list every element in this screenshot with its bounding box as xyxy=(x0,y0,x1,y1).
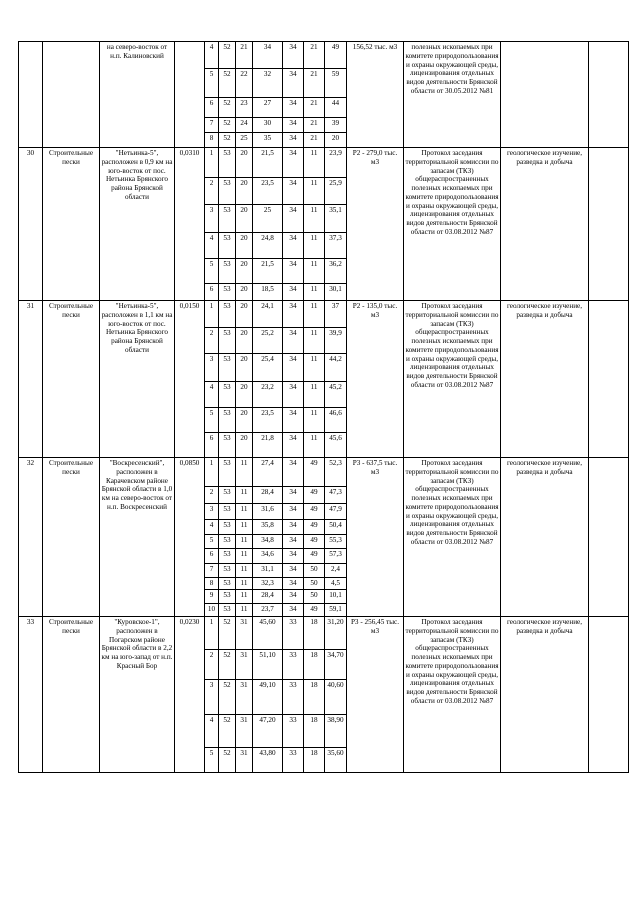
latitude-degrees: 53 xyxy=(219,233,236,259)
latitude-degrees: 52 xyxy=(219,98,236,118)
latitude-seconds: 47,20 xyxy=(253,715,283,748)
latitude-minutes: 11 xyxy=(236,535,253,549)
usage-purpose: геологическое изучение, разведка и добыча xyxy=(501,458,589,617)
latitude-seconds: 28,4 xyxy=(253,487,283,504)
point-number: 1 xyxy=(205,458,219,487)
latitude-degrees: 53 xyxy=(219,458,236,487)
longitude-minutes: 49 xyxy=(304,458,325,487)
longitude-minutes: 11 xyxy=(304,233,325,259)
point-number: 2 xyxy=(205,178,219,205)
site-area: 0,0850 xyxy=(175,458,205,617)
point-number: 10 xyxy=(205,604,219,617)
longitude-degrees: 34 xyxy=(283,408,304,433)
latitude-seconds: 23,7 xyxy=(253,604,283,617)
longitude-seconds: 36,2 xyxy=(325,259,347,284)
latitude-minutes: 31 xyxy=(236,650,253,680)
longitude-minutes: 11 xyxy=(304,382,325,408)
latitude-degrees: 53 xyxy=(219,328,236,354)
entry-number: 33 xyxy=(19,617,43,773)
latitude-degrees: 53 xyxy=(219,205,236,233)
site-area: 0,0150 xyxy=(175,301,205,458)
longitude-degrees: 34 xyxy=(283,42,304,69)
longitude-seconds: 39,9 xyxy=(325,328,347,354)
approval-protocol: Протокол заседания территориальной комиссии по запасам (ТКЗ) общераспространенных полезных ископаемых при комитете природопользования и охраны окружающей среды, лицензирования отдельных видов деятельности Брянской области от 03.08.2012 №87 xyxy=(404,458,501,617)
latitude-degrees: 53 xyxy=(219,535,236,549)
site-area xyxy=(175,42,205,148)
point-number: 5 xyxy=(205,259,219,284)
resource-estimate: P3 - 256,45 тыс. м3 xyxy=(347,617,404,773)
longitude-minutes: 11 xyxy=(304,205,325,233)
longitude-seconds: 37,3 xyxy=(325,233,347,259)
latitude-minutes: 20 xyxy=(236,233,253,259)
latitude-degrees: 53 xyxy=(219,520,236,535)
point-number: 5 xyxy=(205,408,219,433)
longitude-seconds: 23,9 xyxy=(325,148,347,178)
longitude-minutes: 18 xyxy=(304,715,325,748)
latitude-degrees: 53 xyxy=(219,301,236,328)
latitude-seconds: 18,5 xyxy=(253,284,283,301)
longitude-degrees: 34 xyxy=(283,148,304,178)
site-area: 0,0310 xyxy=(175,148,205,301)
longitude-minutes: 49 xyxy=(304,520,325,535)
table-row xyxy=(19,301,629,328)
longitude-seconds: 34,70 xyxy=(325,650,347,680)
spare-cell xyxy=(589,148,629,301)
longitude-seconds: 37 xyxy=(325,301,347,328)
longitude-degrees: 34 xyxy=(283,205,304,233)
latitude-minutes: 20 xyxy=(236,259,253,284)
latitude-seconds: 45,60 xyxy=(253,617,283,650)
approval-protocol: Протокол заседания территориальной комиссии по запасам (ТКЗ) общераспространенных полезных ископаемых при комитете природопользования и охраны окружающей среды, лицензирования отдельных видов деятельности Брянской области от 03.08.2012 №87 xyxy=(404,301,501,458)
longitude-degrees: 33 xyxy=(283,680,304,715)
latitude-seconds: 49,10 xyxy=(253,680,283,715)
point-number: 2 xyxy=(205,650,219,680)
longitude-degrees: 34 xyxy=(283,69,304,98)
point-number: 8 xyxy=(205,578,219,590)
latitude-minutes: 20 xyxy=(236,148,253,178)
latitude-degrees: 53 xyxy=(219,408,236,433)
point-number: 7 xyxy=(205,118,219,133)
longitude-seconds: 40,60 xyxy=(325,680,347,715)
approval-protocol: Протокол заседания территориальной комиссии по запасам (ТКЗ) общераспространенных полезных ископаемых при комитете природопользования и охраны окружающей среды, лицензирования отдельных видов деятельности Брянской области от 03.08.2012 №87 xyxy=(404,148,501,301)
longitude-degrees: 34 xyxy=(283,549,304,564)
longitude-minutes: 11 xyxy=(304,408,325,433)
site-location: "Куровское-1", расположен в Погарском районе Брянской области в 2,2 км на юго-запад от н.п. Красный Бор xyxy=(100,617,175,773)
latitude-minutes: 11 xyxy=(236,564,253,578)
latitude-seconds: 24,1 xyxy=(253,301,283,328)
longitude-seconds: 44 xyxy=(325,98,347,118)
longitude-seconds: 39 xyxy=(325,118,347,133)
latitude-seconds: 25 xyxy=(253,205,283,233)
longitude-minutes: 21 xyxy=(304,42,325,69)
site-location: "Нетьинка-5", расположен в 0,9 км на юго-восток от пос. Нетьинка Брянского района Брянской области xyxy=(100,148,175,301)
latitude-seconds: 43,80 xyxy=(253,748,283,773)
longitude-degrees: 34 xyxy=(283,504,304,520)
longitude-minutes: 21 xyxy=(304,98,325,118)
latitude-minutes: 24 xyxy=(236,118,253,133)
longitude-minutes: 49 xyxy=(304,604,325,617)
latitude-degrees: 53 xyxy=(219,564,236,578)
latitude-seconds: 35,8 xyxy=(253,520,283,535)
longitude-degrees: 34 xyxy=(283,118,304,133)
entry-number: 31 xyxy=(19,301,43,458)
spare-cell xyxy=(589,617,629,773)
usage-purpose xyxy=(501,42,589,148)
entry-number xyxy=(19,42,43,148)
longitude-seconds: 4,5 xyxy=(325,578,347,590)
longitude-minutes: 11 xyxy=(304,148,325,178)
mineral-type: Строительные пески xyxy=(43,458,100,617)
longitude-seconds: 52,3 xyxy=(325,458,347,487)
point-number: 2 xyxy=(205,487,219,504)
longitude-seconds: 10,1 xyxy=(325,590,347,604)
latitude-minutes: 20 xyxy=(236,433,253,458)
latitude-degrees: 53 xyxy=(219,590,236,604)
longitude-degrees: 34 xyxy=(283,458,304,487)
latitude-seconds: 21,8 xyxy=(253,433,283,458)
resource-estimate: P2 - 135,0 тыс. м3 xyxy=(347,301,404,458)
point-number: 6 xyxy=(205,549,219,564)
longitude-degrees: 34 xyxy=(283,604,304,617)
latitude-seconds: 23,2 xyxy=(253,382,283,408)
latitude-seconds: 27 xyxy=(253,98,283,118)
latitude-seconds: 34 xyxy=(253,42,283,69)
latitude-degrees: 53 xyxy=(219,604,236,617)
longitude-minutes: 50 xyxy=(304,590,325,604)
latitude-seconds: 28,4 xyxy=(253,590,283,604)
mineral-type: Строительные пески xyxy=(43,617,100,773)
longitude-minutes: 21 xyxy=(304,133,325,148)
mineral-type: Строительные пески xyxy=(43,301,100,458)
point-number: 3 xyxy=(205,504,219,520)
mineral-type xyxy=(43,42,100,148)
latitude-minutes: 20 xyxy=(236,382,253,408)
entry-number: 32 xyxy=(19,458,43,617)
latitude-degrees: 53 xyxy=(219,504,236,520)
longitude-degrees: 34 xyxy=(283,564,304,578)
point-number: 1 xyxy=(205,301,219,328)
latitude-minutes: 11 xyxy=(236,590,253,604)
longitude-seconds: 47,3 xyxy=(325,487,347,504)
point-number: 6 xyxy=(205,98,219,118)
spare-cell xyxy=(589,458,629,617)
latitude-seconds: 21,5 xyxy=(253,148,283,178)
latitude-degrees: 52 xyxy=(219,42,236,69)
latitude-minutes: 20 xyxy=(236,205,253,233)
longitude-minutes: 49 xyxy=(304,549,325,564)
point-number: 4 xyxy=(205,715,219,748)
longitude-minutes: 18 xyxy=(304,617,325,650)
point-number: 4 xyxy=(205,520,219,535)
longitude-minutes: 11 xyxy=(304,433,325,458)
latitude-minutes: 31 xyxy=(236,617,253,650)
longitude-minutes: 50 xyxy=(304,564,325,578)
latitude-degrees: 52 xyxy=(219,617,236,650)
latitude-minutes: 20 xyxy=(236,408,253,433)
site-location: "Воскресенский", расположен в Карачевском районе Брянской области в 1,0 км на северо-восток от н.п. Воскресенский xyxy=(100,458,175,617)
longitude-minutes: 11 xyxy=(304,328,325,354)
longitude-minutes: 11 xyxy=(304,259,325,284)
latitude-minutes: 20 xyxy=(236,328,253,354)
longitude-degrees: 34 xyxy=(283,301,304,328)
point-number: 9 xyxy=(205,590,219,604)
latitude-degrees: 53 xyxy=(219,487,236,504)
latitude-degrees: 52 xyxy=(219,69,236,98)
latitude-seconds: 24,8 xyxy=(253,233,283,259)
spare-cell xyxy=(589,42,629,148)
latitude-minutes: 31 xyxy=(236,680,253,715)
point-number: 2 xyxy=(205,328,219,354)
latitude-minutes: 11 xyxy=(236,520,253,535)
latitude-minutes: 23 xyxy=(236,98,253,118)
usage-purpose: геологическое изучение, разведка и добыча xyxy=(501,617,589,773)
entry-number: 30 xyxy=(19,148,43,301)
point-number: 4 xyxy=(205,233,219,259)
longitude-degrees: 34 xyxy=(283,578,304,590)
longitude-seconds: 35,60 xyxy=(325,748,347,773)
point-number: 1 xyxy=(205,617,219,650)
longitude-degrees: 33 xyxy=(283,748,304,773)
latitude-minutes: 21 xyxy=(236,42,253,69)
point-number: 7 xyxy=(205,564,219,578)
longitude-seconds: 20 xyxy=(325,133,347,148)
longitude-degrees: 34 xyxy=(283,433,304,458)
longitude-minutes: 18 xyxy=(304,650,325,680)
longitude-degrees: 34 xyxy=(283,98,304,118)
point-number: 3 xyxy=(205,680,219,715)
latitude-minutes: 31 xyxy=(236,748,253,773)
resource-estimate: P3 - 637,5 тыс. м3 xyxy=(347,458,404,617)
point-number: 3 xyxy=(205,354,219,382)
point-number: 5 xyxy=(205,748,219,773)
latitude-seconds: 25,4 xyxy=(253,354,283,382)
site-location: на северо-восток от н.п. Калиновский xyxy=(100,42,175,148)
latitude-degrees: 52 xyxy=(219,650,236,680)
longitude-seconds: 50,4 xyxy=(325,520,347,535)
approval-protocol: Протокол заседания территориальной комиссии по запасам (ТКЗ) общераспространенных полезных ископаемых при комитете природопользования и охраны окружающей среды, лицензирования отдельных видов деятельности Брянской области от 03.08.2012 №87 xyxy=(404,617,501,773)
longitude-seconds: 44,2 xyxy=(325,354,347,382)
longitude-degrees: 33 xyxy=(283,617,304,650)
point-number: 4 xyxy=(205,42,219,69)
longitude-degrees: 34 xyxy=(283,328,304,354)
longitude-minutes: 21 xyxy=(304,69,325,98)
latitude-minutes: 22 xyxy=(236,69,253,98)
longitude-degrees: 34 xyxy=(283,590,304,604)
spare-cell xyxy=(589,301,629,458)
longitude-seconds: 49 xyxy=(325,42,347,69)
point-number: 6 xyxy=(205,284,219,301)
longitude-degrees: 34 xyxy=(283,520,304,535)
latitude-minutes: 20 xyxy=(236,301,253,328)
latitude-seconds: 35 xyxy=(253,133,283,148)
latitude-seconds: 27,4 xyxy=(253,458,283,487)
longitude-minutes: 50 xyxy=(304,578,325,590)
latitude-minutes: 11 xyxy=(236,458,253,487)
latitude-seconds: 21,5 xyxy=(253,259,283,284)
mineral-type: Строительные пески xyxy=(43,148,100,301)
approval-protocol: полезных ископаемых при комитете природопользования и охраны окружающей среды, лицензирования отдельных видов деятельности Брянской области от 30.05.2012 №81 xyxy=(404,42,501,148)
latitude-minutes: 31 xyxy=(236,715,253,748)
longitude-minutes: 18 xyxy=(304,748,325,773)
latitude-degrees: 53 xyxy=(219,578,236,590)
resource-estimate: P2 - 279,0 тыс. м3 xyxy=(347,148,404,301)
longitude-degrees: 34 xyxy=(283,535,304,549)
longitude-minutes: 11 xyxy=(304,178,325,205)
longitude-seconds: 30,1 xyxy=(325,284,347,301)
longitude-seconds: 2,4 xyxy=(325,564,347,578)
deposits-table xyxy=(18,41,629,773)
latitude-minutes: 11 xyxy=(236,487,253,504)
point-number: 6 xyxy=(205,433,219,458)
table-row xyxy=(19,148,629,178)
latitude-seconds: 34,6 xyxy=(253,549,283,564)
latitude-seconds: 31,1 xyxy=(253,564,283,578)
longitude-seconds: 45,6 xyxy=(325,433,347,458)
latitude-degrees: 52 xyxy=(219,133,236,148)
latitude-seconds: 51,10 xyxy=(253,650,283,680)
latitude-minutes: 20 xyxy=(236,178,253,205)
latitude-degrees: 53 xyxy=(219,178,236,205)
longitude-seconds: 25,9 xyxy=(325,178,347,205)
usage-purpose: геологическое изучение, разведка и добыча xyxy=(501,148,589,301)
longitude-minutes: 11 xyxy=(304,354,325,382)
longitude-seconds: 47,9 xyxy=(325,504,347,520)
longitude-minutes: 21 xyxy=(304,118,325,133)
latitude-degrees: 53 xyxy=(219,549,236,564)
point-number: 8 xyxy=(205,133,219,148)
longitude-minutes: 11 xyxy=(304,301,325,328)
latitude-seconds: 34,8 xyxy=(253,535,283,549)
longitude-degrees: 34 xyxy=(283,354,304,382)
table-row xyxy=(19,458,629,487)
latitude-minutes: 20 xyxy=(236,284,253,301)
latitude-degrees: 52 xyxy=(219,748,236,773)
table-row xyxy=(19,42,629,69)
longitude-minutes: 49 xyxy=(304,504,325,520)
point-number: 5 xyxy=(205,69,219,98)
longitude-degrees: 34 xyxy=(283,133,304,148)
longitude-seconds: 57,3 xyxy=(325,549,347,564)
longitude-seconds: 35,1 xyxy=(325,205,347,233)
latitude-minutes: 25 xyxy=(236,133,253,148)
longitude-minutes: 49 xyxy=(304,535,325,549)
longitude-degrees: 34 xyxy=(283,382,304,408)
latitude-degrees: 53 xyxy=(219,382,236,408)
point-number: 1 xyxy=(205,148,219,178)
latitude-seconds: 32 xyxy=(253,69,283,98)
point-number: 5 xyxy=(205,535,219,549)
latitude-minutes: 11 xyxy=(236,604,253,617)
latitude-degrees: 52 xyxy=(219,118,236,133)
latitude-minutes: 20 xyxy=(236,354,253,382)
longitude-minutes: 11 xyxy=(304,284,325,301)
usage-purpose: геологическое изучение, разведка и добыча xyxy=(501,301,589,458)
longitude-degrees: 34 xyxy=(283,178,304,205)
latitude-minutes: 11 xyxy=(236,549,253,564)
resource-estimate: 156,52 тыс. м3 xyxy=(347,42,404,148)
longitude-degrees: 34 xyxy=(283,487,304,504)
latitude-seconds: 31,6 xyxy=(253,504,283,520)
longitude-seconds: 38,90 xyxy=(325,715,347,748)
latitude-degrees: 53 xyxy=(219,148,236,178)
site-location: "Нетьинка-5", расположен в 1,1 км на юго-восток от пос. Нетьинка Брянского района Брянской области xyxy=(100,301,175,458)
longitude-seconds: 46,6 xyxy=(325,408,347,433)
longitude-seconds: 31,20 xyxy=(325,617,347,650)
latitude-degrees: 53 xyxy=(219,259,236,284)
longitude-degrees: 33 xyxy=(283,650,304,680)
longitude-minutes: 49 xyxy=(304,487,325,504)
longitude-seconds: 45,2 xyxy=(325,382,347,408)
point-number: 3 xyxy=(205,205,219,233)
latitude-degrees: 52 xyxy=(219,680,236,715)
latitude-degrees: 53 xyxy=(219,433,236,458)
latitude-minutes: 11 xyxy=(236,578,253,590)
latitude-seconds: 32,3 xyxy=(253,578,283,590)
longitude-degrees: 34 xyxy=(283,284,304,301)
longitude-degrees: 34 xyxy=(283,233,304,259)
latitude-seconds: 30 xyxy=(253,118,283,133)
point-number: 4 xyxy=(205,382,219,408)
site-area: 0,0230 xyxy=(175,617,205,773)
latitude-seconds: 25,2 xyxy=(253,328,283,354)
latitude-seconds: 23,5 xyxy=(253,408,283,433)
latitude-degrees: 53 xyxy=(219,284,236,301)
table-row xyxy=(19,617,629,650)
latitude-degrees: 52 xyxy=(219,715,236,748)
longitude-seconds: 55,3 xyxy=(325,535,347,549)
longitude-seconds: 59,1 xyxy=(325,604,347,617)
longitude-degrees: 34 xyxy=(283,259,304,284)
longitude-minutes: 18 xyxy=(304,680,325,715)
latitude-seconds: 23,5 xyxy=(253,178,283,205)
longitude-seconds: 59 xyxy=(325,69,347,98)
latitude-minutes: 11 xyxy=(236,504,253,520)
longitude-degrees: 33 xyxy=(283,715,304,748)
latitude-degrees: 53 xyxy=(219,354,236,382)
